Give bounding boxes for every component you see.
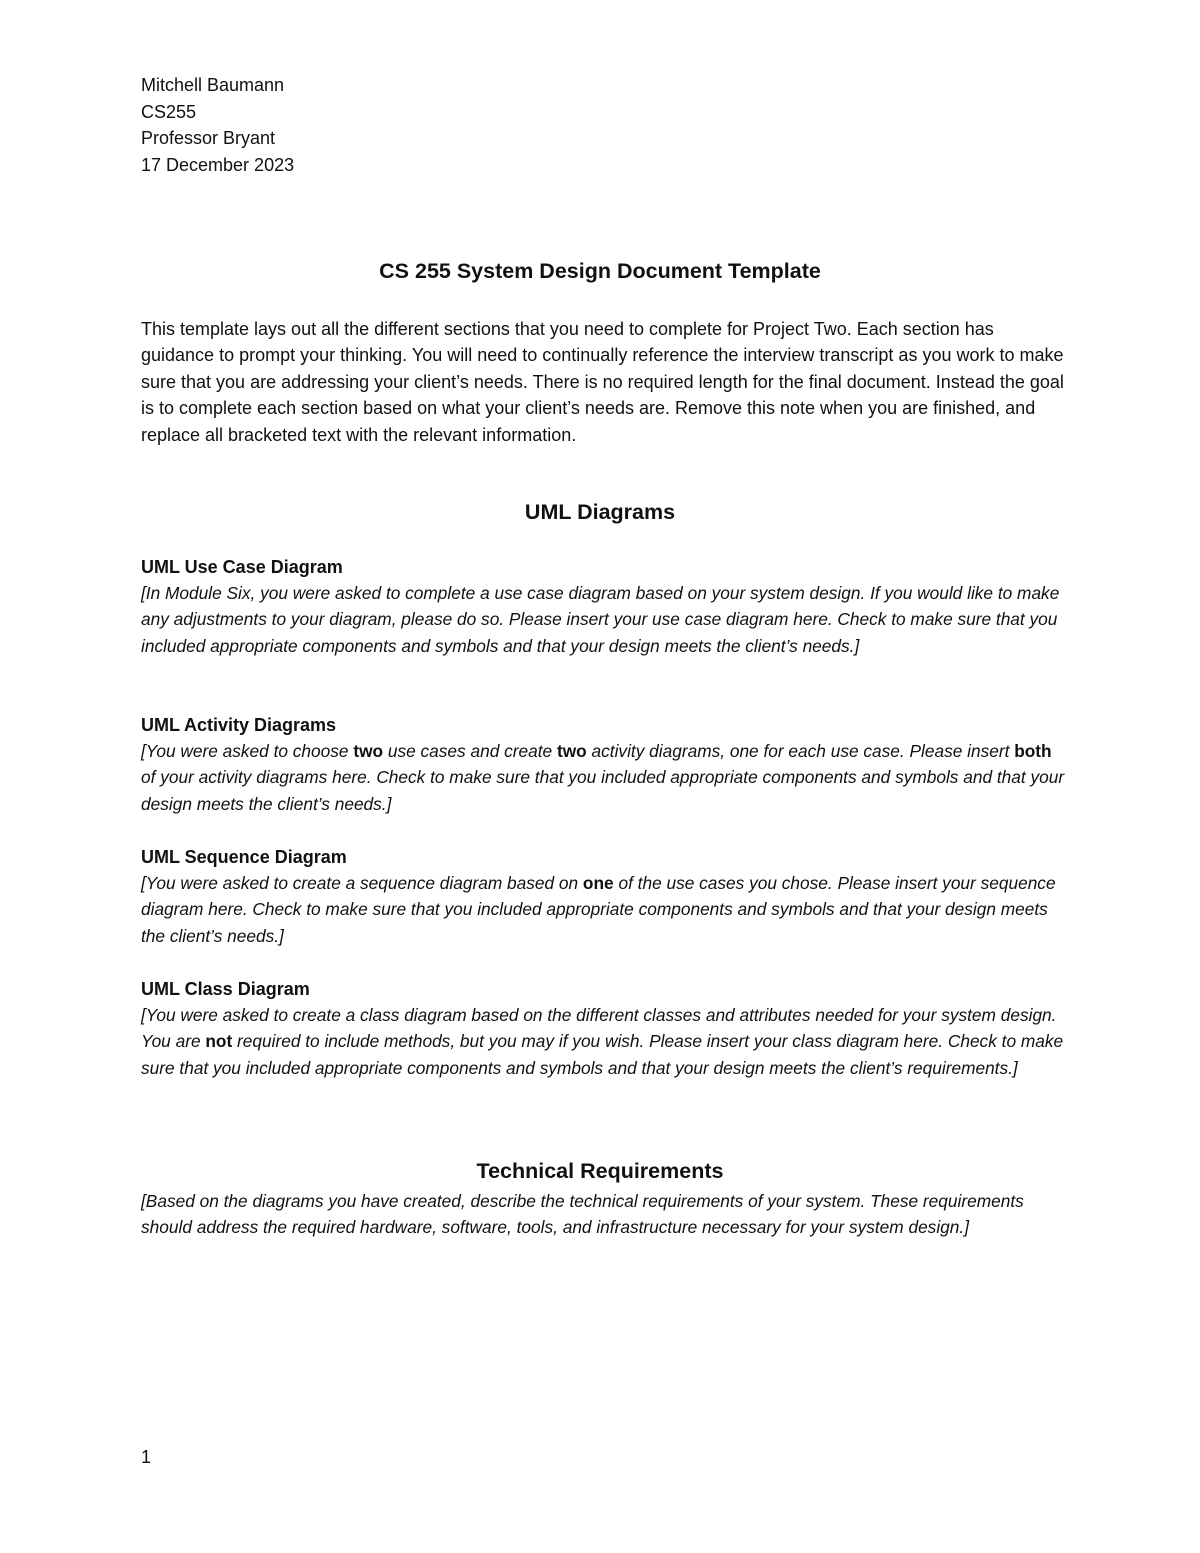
sequence-section <box>141 844 1066 949</box>
class-text-2: required to include methods, but you may if you wish. Please insert your class diagram here. Check to make sure that you included appropriate components and symbols and that your design meets the client’s requirements.] <box>141 1031 1064 1078</box>
sequence-text-2: of the use cases you chose. Please insert your sequence diagram here. Check to make sure that you included appropriate components and symbols and that your design meets the client’s needs.] <box>141 873 1056 946</box>
activity-text-2: use cases and create <box>383 741 557 761</box>
class-heading: UML Class Diagram <box>141 979 310 999</box>
technical-section-title: Technical Requirements <box>476 1159 724 1183</box>
page-number: 1 <box>141 1447 152 1467</box>
intro-paragraph: This template lays out all the different sections that you need to complete for Project Two. Each section has guidance to prompt your thinking. You will need to continually reference the interview transcript as you work to make sure that you are addressing your client’s needs. There is no required length for the final document. Instead the goal is to complete each section based on what your client’s needs are. Remove this note when you are finished, and replace all bracketed text with the relevant information. <box>141 319 1064 445</box>
activity-heading: UML Activity Diagrams <box>141 715 337 735</box>
professor-name: Professor Bryant <box>141 128 276 148</box>
sequence-heading: UML Sequence Diagram <box>141 847 347 867</box>
document-title: CS 255 System Design Document Template <box>379 259 821 283</box>
sequence-guidance <box>141 870 1066 949</box>
header-block <box>141 72 741 178</box>
class-section <box>141 976 1066 1081</box>
class-text-1: [You were asked to create a class diagram based on the different classes and attributes needed for your system design. You are <box>141 1005 1057 1052</box>
use-case-guidance: [In Module Six, you were asked to complete a use case diagram based on your system design. If you would like to make any adjustments to your diagram, please do so. Please insert your use case diagram here. Check to make sure that you included appropriate components and symbols and that your design meets the client’s needs.] <box>141 583 1060 656</box>
activity-text-1: [You were asked to choose <box>141 741 354 761</box>
activity-text-3: activity diagrams, one for each use case. Please insert <box>586 741 1015 761</box>
activity-section <box>141 712 1066 817</box>
uml-section-title: UML Diagrams <box>524 500 676 524</box>
use-case-section <box>141 554 1066 659</box>
class-emphasis-1: not <box>205 1031 233 1052</box>
class-guidance <box>141 1002 1066 1081</box>
sequence-emphasis-1: one <box>582 873 614 893</box>
course-code: CS255 <box>141 101 197 122</box>
activity-emphasis-1: two <box>353 741 384 761</box>
sequence-text-1: [You were asked to create a sequence diagram based on <box>141 873 583 893</box>
document-date: 17 December 2023 <box>141 154 295 175</box>
activity-guidance <box>141 738 1066 817</box>
author-name: Mitchell Baumann <box>141 75 285 95</box>
technical-guidance: [Based on the diagrams you have created, describe the technical requirements of your system. These requirements should address the required hardware, software, tools, and infrastructure necessary for your system design.] <box>141 1191 1024 1238</box>
activity-emphasis-3: both <box>1014 741 1052 761</box>
activity-emphasis-2: two <box>556 741 587 761</box>
use-case-heading: UML Use Case Diagram <box>141 557 343 577</box>
activity-text-4: of your activity diagrams here. Check to make sure that you included appropriate components and symbols and that your design meets the client’s needs.] <box>141 767 1065 814</box>
